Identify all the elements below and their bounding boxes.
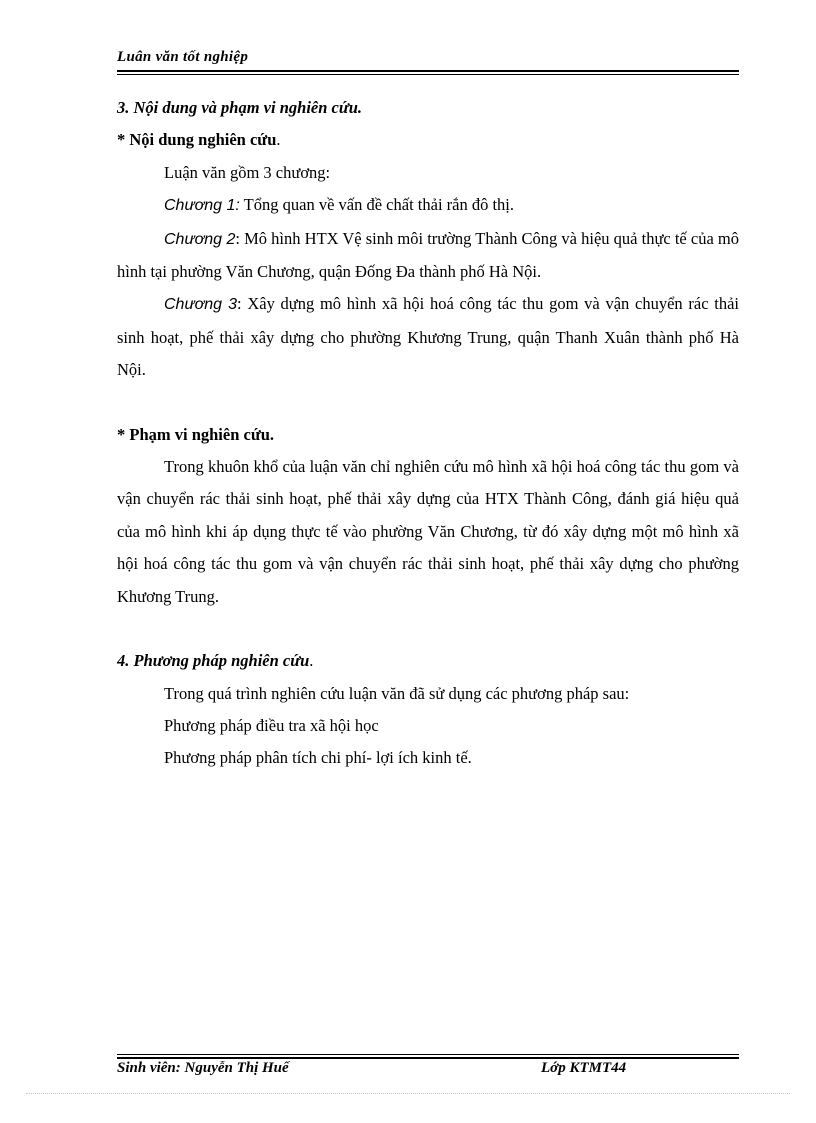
page-body xyxy=(117,92,739,775)
chapter-2-label: Chương 2 xyxy=(164,230,236,248)
section-4-heading xyxy=(117,645,739,677)
content-heading-text: * Nội dung nghiên cứu xyxy=(117,130,277,150)
chapter-2 xyxy=(117,223,739,289)
chapter-2-text: : Mô hình HTX Vệ sinh môi trường Thành Công và hiệu quả thực tế của mô hình tại phường Văn Chương, quận Đống Đa thành phố Hà Nội. xyxy=(117,228,739,282)
spacer xyxy=(117,387,739,419)
chapter-1-text: Tổng quan về vấn đề chất thải rắn đô thị. xyxy=(239,195,515,215)
content-heading-dot: . xyxy=(276,130,281,150)
method-cost-benefit: Phương pháp phân tích chi phí- lợi ích kinh tế. xyxy=(164,748,472,768)
content-heading xyxy=(117,124,739,156)
header-rule-thick xyxy=(117,70,739,72)
chapter-1-label: Chương 1: xyxy=(164,197,240,215)
scope-paragraph: Trong khuôn khổ của luận văn chỉ nghiên cứu mô hình xã hội hoá công tác thu gom và vận chuyển rác thải sinh hoạt, phế thải xây dựng của HTX Thành Công, đánh giá hiệu quả của mô hình khi áp dụng thực tế vào phường Văn Chương, từ đó xây dựng một mô hình xã hội hoá công tác thu gom và vận chuyển rác thải sinh hoạt, phế thải xây dựng cho phường Khương Trung. xyxy=(117,457,739,606)
section-3-heading: 3. Nội dung và phạm vi nghiên cứu. xyxy=(117,98,363,117)
section-4-heading-text: 4. Phương pháp nghiên cứu xyxy=(117,651,310,671)
chapter-3-text: : Xây dựng mô hình xã hội hoá công tác thu gom và vận chuyển rác thải sinh hoạt, phế thải xây dựng cho phường Khương Trung, quận Thanh Xuân thành phố Hà Nội. xyxy=(117,294,739,380)
footer-student: Sinh viên: Nguyễn Thị Huế xyxy=(117,1060,289,1076)
footer-rule-thin xyxy=(117,1054,739,1055)
header-rule-thin xyxy=(117,74,739,75)
method-survey: Phương pháp điều tra xã hội học xyxy=(164,715,379,735)
section-4-heading-dot: . xyxy=(309,651,314,671)
page-edge xyxy=(26,1093,790,1094)
running-header: Luân văn tốt nghiệp xyxy=(117,49,249,65)
spacer xyxy=(117,613,739,645)
footer-rule-thick xyxy=(117,1057,739,1059)
footer-class: Lớp KTMT44 xyxy=(541,1060,627,1076)
chapter-3 xyxy=(117,288,739,386)
methods-intro: Trong quá trình nghiên cứu luận văn đã sử dụng các phương pháp sau: xyxy=(164,683,630,703)
scope-heading: * Phạm vi nghiên cứu. xyxy=(117,424,275,444)
chapter-1 xyxy=(117,189,739,222)
thesis-intro: Luận văn gồm 3 chương: xyxy=(164,162,331,182)
chapter-3-label: Chương 3 xyxy=(164,296,238,314)
